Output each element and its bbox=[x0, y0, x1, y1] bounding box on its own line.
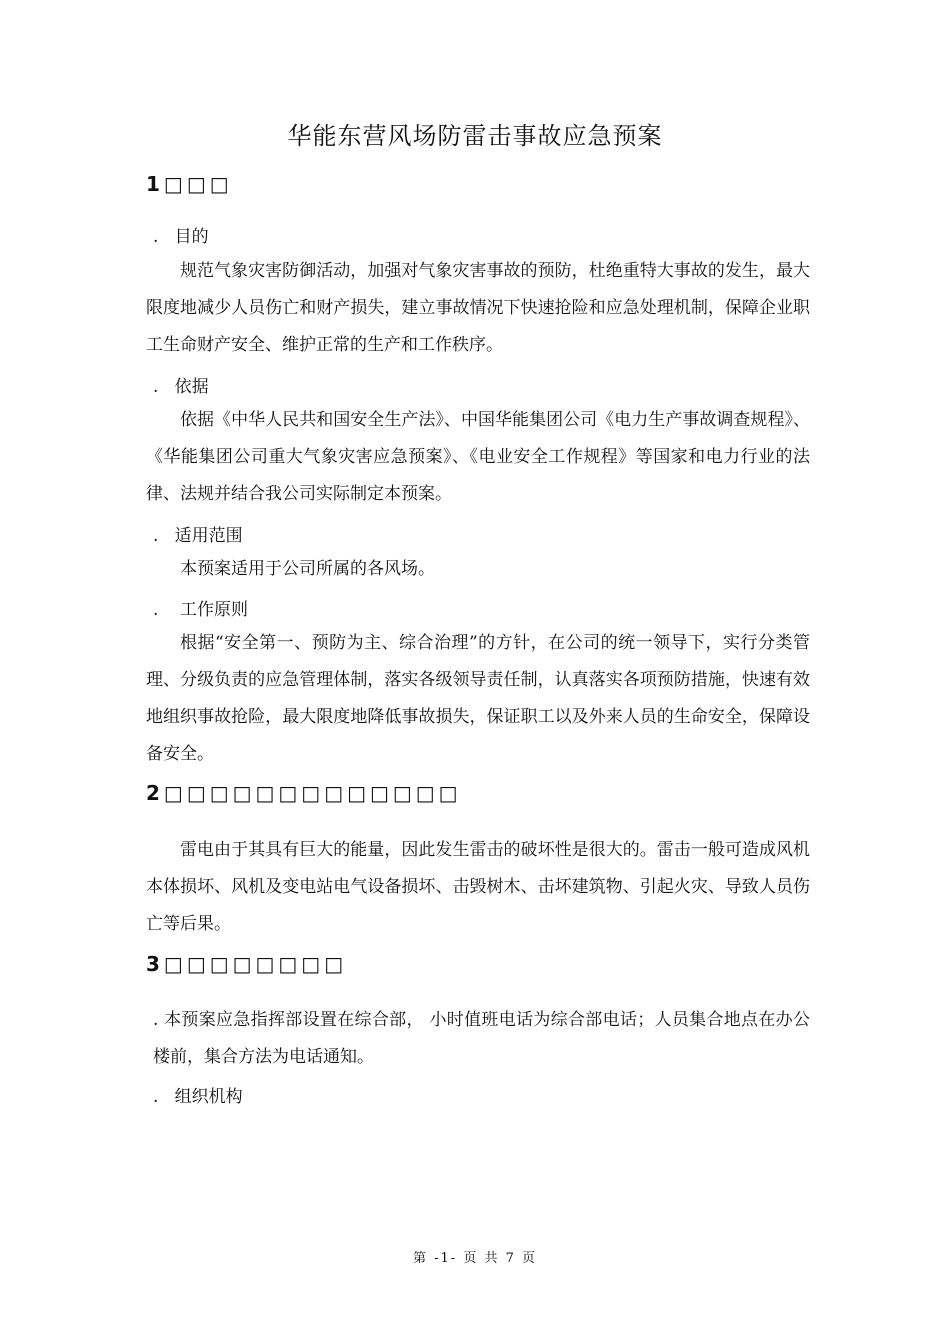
subsection-scope-heading: . 适用范围 bbox=[153, 526, 243, 546]
subsection-purpose-text: 规范气象灾害防御活动，加强对气象灾害事故的预防，杜绝重特大事故的发生，最大限度地减少人员伤亡和财产损失，建立事故情况下快速抢险和应急处理机制，保障企业职工生命财产安全、维护正常的生产和工作秩序。 bbox=[146, 261, 810, 355]
subsection-organization-heading: . 组织机构 bbox=[153, 1087, 243, 1107]
section-1-heading: 1□□□ bbox=[146, 172, 233, 196]
section-3-heading: 3□□□□□□□□ bbox=[146, 952, 348, 976]
subsection-principle-heading: . 工作原则 bbox=[153, 600, 249, 620]
section-2-text: 雷电由于其具有巨大的能量，因此发生雷击的破坏性是很大的。雷击一般可造成风机本体损坏、风机及变电站电气设备损坏、击毁树木、击坏建筑物、引起火灾、导致人员伤亡等后果。 bbox=[146, 840, 810, 934]
section-3-command-text: . 本预案应急指挥部设置在综合部， 小时值班电话为综合部电话；人员集合地点在办公楼前，集合方法为电话通知。 bbox=[153, 1010, 810, 1067]
document-title: 华能东营风场防雷击事故应急预案 bbox=[287, 122, 663, 150]
subsection-purpose-heading: . 目的 bbox=[153, 227, 209, 247]
section-2-heading: 2□□□□□□□□□□□□□ bbox=[146, 781, 462, 805]
subsection-principle-text: 根据“安全第一、预防为主、综合治理”的方针，在公司的统一领导下，实行分类管理、分级负责的应急管理体制，落实各级领导责任制，认真落实各项预防措施，快速有效地组织事故抢险，最大限度地降低事故损失，保证职工以及外来人员的生命安全，保障设备安全。 bbox=[146, 633, 810, 764]
subsection-scope-text: 本预案适用于公司所属的各风场。 bbox=[180, 559, 435, 579]
subsection-basis-text: 依据《中华人民共和国安全生产法》、中国华能集团公司《电力生产事故调查规程》、《华能集团公司重大气象灾害应急预案》、《电业安全工作规程》等国家和电力行业的法律、法规并结合我公司实际制定本预案。 bbox=[146, 410, 810, 504]
page-footer: 第 -1- 页 共 7 页 bbox=[413, 1251, 537, 1266]
subsection-basis-heading: . 依据 bbox=[153, 377, 209, 397]
